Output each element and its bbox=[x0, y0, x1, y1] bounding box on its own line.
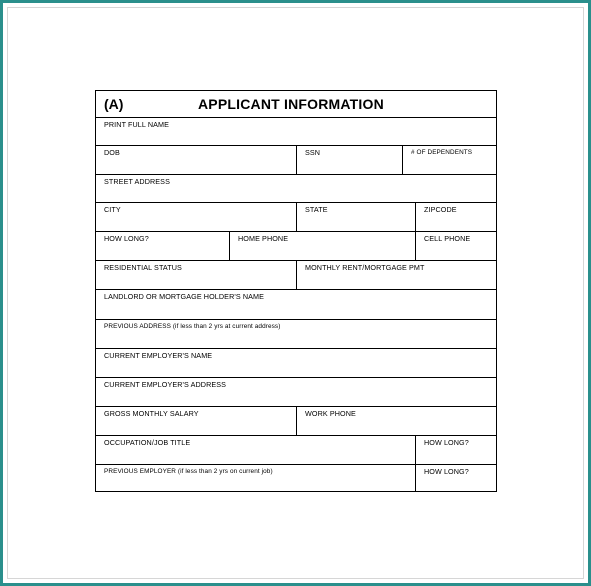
field-label: ZIPCODE bbox=[424, 205, 457, 214]
dependents-field[interactable] bbox=[402, 146, 496, 175]
field-label: WORK PHONE bbox=[305, 409, 356, 418]
field-label: MONTHLY RENT/MORTGAGE PMT bbox=[305, 263, 425, 272]
field-label: CITY bbox=[104, 205, 121, 214]
applicant-information-form bbox=[95, 90, 497, 492]
row-previous-employer bbox=[96, 464, 496, 492]
row-street-address bbox=[96, 174, 496, 203]
home-phone-field[interactable] bbox=[229, 232, 415, 261]
field-label: CURRENT EMPLOYER'S NAME bbox=[104, 351, 213, 360]
section-title: APPLICANT INFORMATION bbox=[198, 96, 384, 112]
field-label: HOW LONG? bbox=[104, 234, 149, 243]
occupation-how-long-field[interactable] bbox=[415, 436, 496, 465]
row-occupation bbox=[96, 435, 496, 465]
section-header bbox=[96, 91, 496, 117]
field-label: GROSS MONTHLY SALARY bbox=[104, 409, 199, 418]
previous-employer-field[interactable] bbox=[96, 465, 415, 492]
section-letter: (A) bbox=[104, 96, 124, 112]
field-label: STREET ADDRESS bbox=[104, 177, 170, 186]
landlord-name-field[interactable] bbox=[96, 290, 496, 320]
monthly-rent-field[interactable] bbox=[296, 261, 496, 290]
row-howlong-phones bbox=[96, 231, 496, 261]
field-label: LANDLORD OR MORTGAGE HOLDER'S NAME bbox=[104, 292, 264, 301]
field-label: STATE bbox=[305, 205, 328, 214]
field-label: OCCUPATION/JOB TITLE bbox=[104, 438, 191, 447]
field-label: PREVIOUS ADDRESS (if less than 2 yrs at current address) bbox=[104, 323, 281, 330]
street-address-field[interactable] bbox=[96, 175, 496, 203]
field-label: PREVIOUS EMPLOYER (if less than 2 yrs on current job) bbox=[104, 468, 273, 475]
field-label: HOME PHONE bbox=[238, 234, 289, 243]
row-employer-address bbox=[96, 377, 496, 407]
current-employer-address-field[interactable] bbox=[96, 378, 496, 407]
row-previous-address bbox=[96, 319, 496, 349]
zipcode-field[interactable] bbox=[415, 203, 496, 232]
field-label: PRINT FULL NAME bbox=[104, 120, 170, 129]
how-long-field[interactable] bbox=[96, 232, 229, 261]
field-label: CELL PHONE bbox=[424, 234, 471, 243]
row-employer-name bbox=[96, 348, 496, 378]
row-print-full-name bbox=[96, 117, 496, 146]
dob-field[interactable] bbox=[96, 146, 296, 175]
occupation-field[interactable] bbox=[96, 436, 415, 465]
current-employer-name-field[interactable] bbox=[96, 349, 496, 378]
field-label: RESIDENTIAL STATUS bbox=[104, 263, 182, 272]
row-landlord bbox=[96, 289, 496, 320]
field-label: HOW LONG? bbox=[424, 467, 469, 476]
field-label: DOB bbox=[104, 148, 120, 157]
row-city-state-zip bbox=[96, 202, 496, 232]
state-field[interactable] bbox=[296, 203, 415, 232]
row-salary-workphone bbox=[96, 406, 496, 436]
print-full-name-field[interactable] bbox=[96, 118, 496, 146]
row-residential-rent bbox=[96, 260, 496, 290]
work-phone-field[interactable] bbox=[296, 407, 496, 436]
previous-employer-how-long-field[interactable] bbox=[415, 465, 496, 492]
cell-phone-field[interactable] bbox=[415, 232, 496, 261]
field-label: CURRENT EMPLOYER'S ADDRESS bbox=[104, 380, 227, 389]
field-label: SSN bbox=[305, 148, 321, 157]
city-field[interactable] bbox=[96, 203, 296, 232]
field-label: HOW LONG? bbox=[424, 438, 469, 447]
field-label: # OF DEPENDENTS bbox=[411, 149, 473, 156]
ssn-field[interactable] bbox=[296, 146, 402, 175]
previous-address-field[interactable] bbox=[96, 320, 496, 349]
residential-status-field[interactable] bbox=[96, 261, 296, 290]
row-dob-ssn-dependents bbox=[96, 145, 496, 175]
gross-monthly-salary-field[interactable] bbox=[96, 407, 296, 436]
